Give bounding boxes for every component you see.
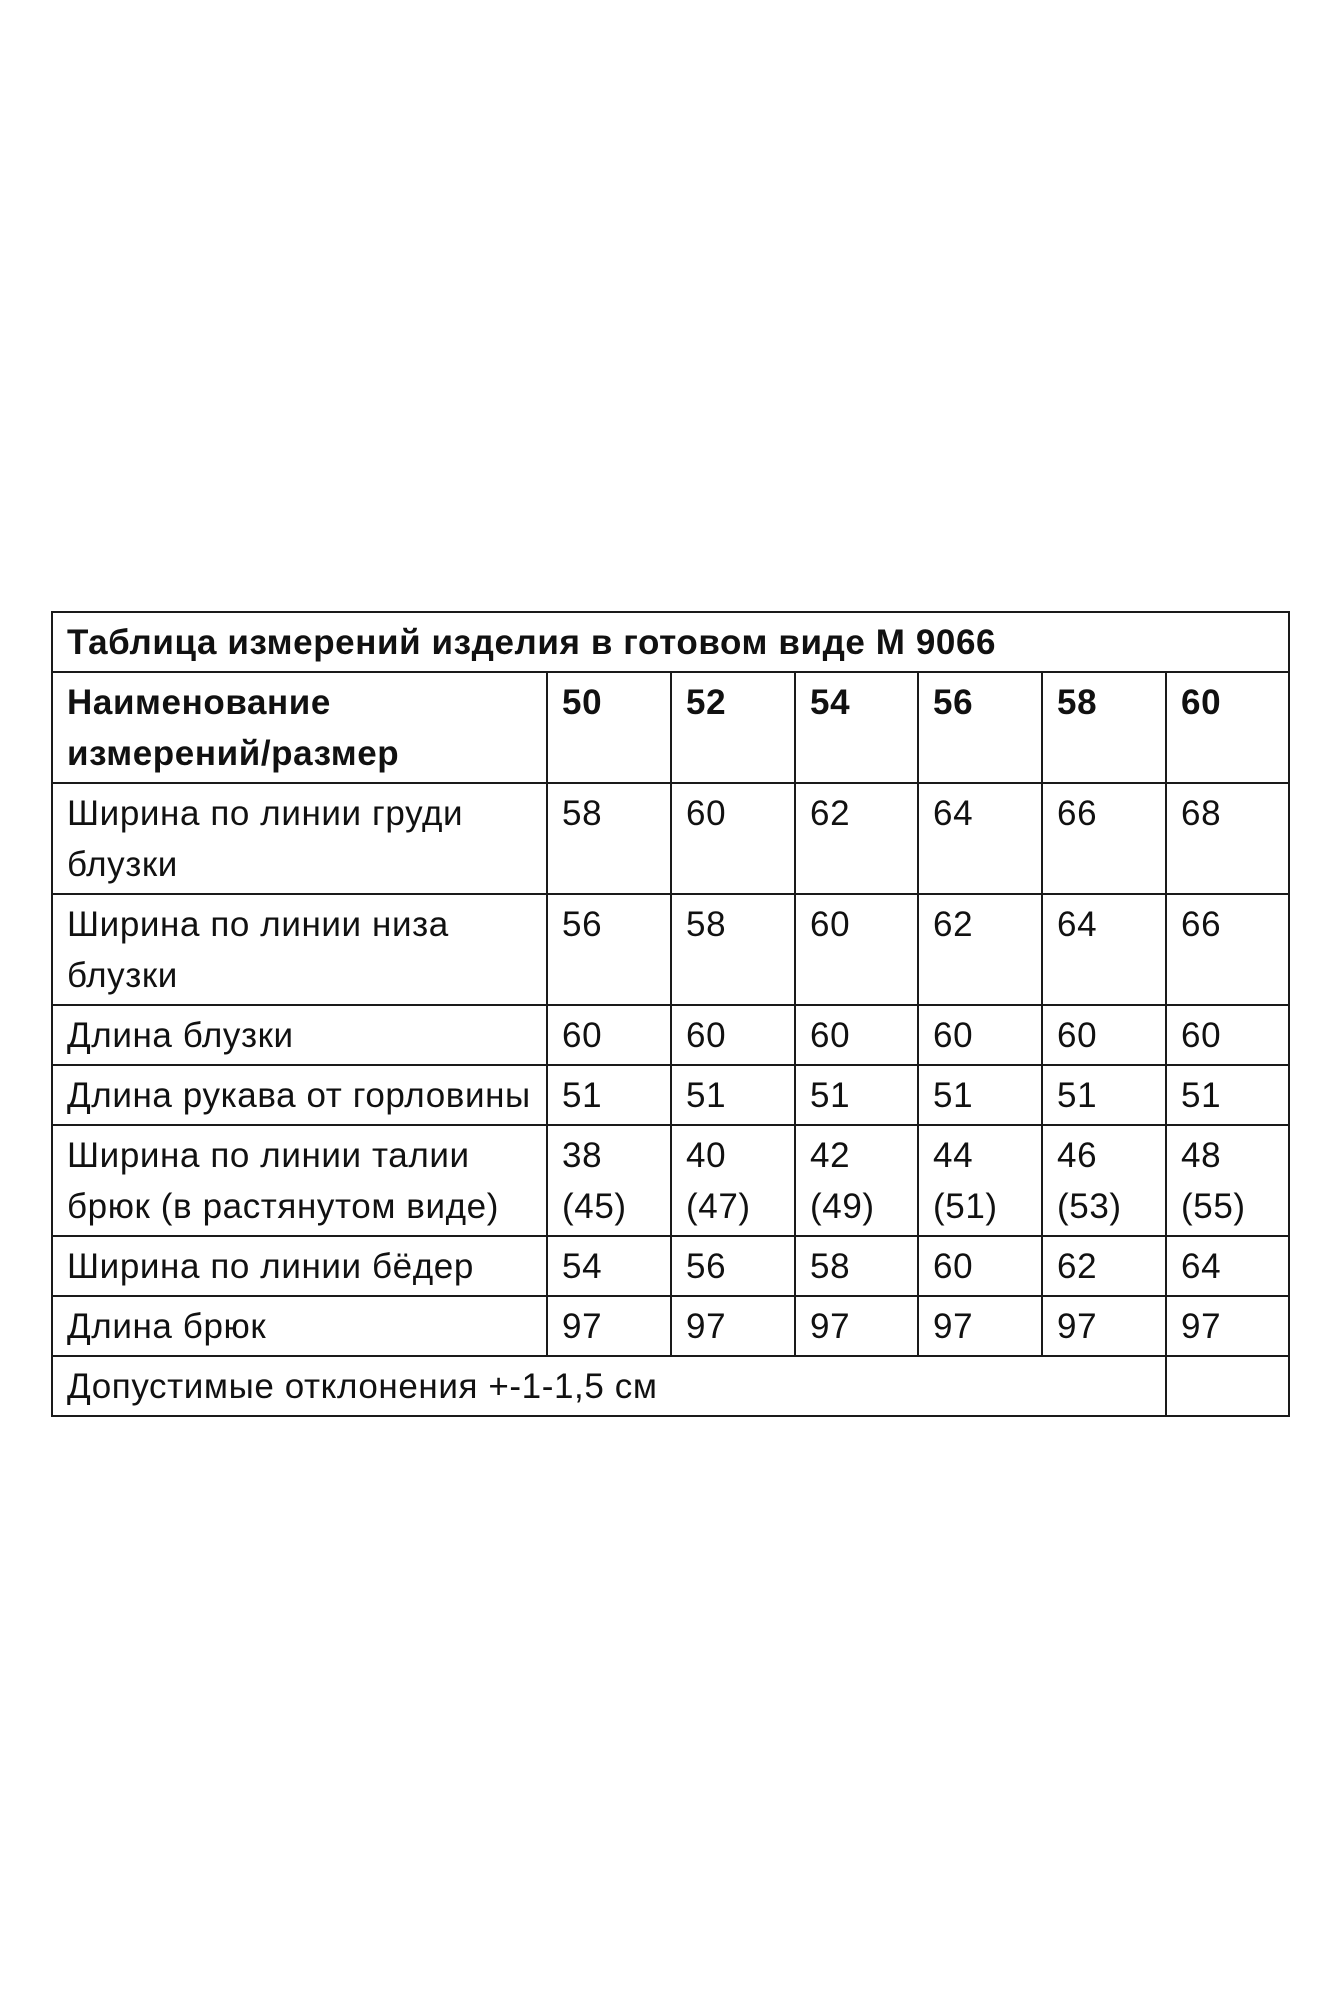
measurement-value: 54 [547, 1236, 671, 1296]
measurement-table [51, 611, 1290, 1417]
table-row [52, 1296, 1289, 1356]
table-row [52, 1125, 1289, 1236]
measurement-value: 56 [671, 1236, 795, 1296]
measurement-value: 97 [547, 1296, 671, 1356]
measurement-name: Длина рукава от горловины [52, 1065, 547, 1125]
measurement-value: 56 [547, 894, 671, 1005]
size-header: 50 [547, 672, 671, 783]
header-label: Наименование измерений/размер [52, 672, 547, 783]
measurement-value: 51 [795, 1065, 918, 1125]
measurement-value: 51 [1042, 1065, 1166, 1125]
measurement-value: 51 [1166, 1065, 1289, 1125]
measurement-value: 48 (55) [1166, 1125, 1289, 1236]
header-row [52, 672, 1289, 783]
measurement-value: 97 [918, 1296, 1042, 1356]
measurement-value: 60 [547, 1005, 671, 1065]
measurement-value: 60 [795, 1005, 918, 1065]
measurement-value: 60 [671, 1005, 795, 1065]
measurement-value: 64 [1166, 1236, 1289, 1296]
measurement-value: 58 [795, 1236, 918, 1296]
measurement-value: 46 (53) [1042, 1125, 1166, 1236]
measurement-value: 42 (49) [795, 1125, 918, 1236]
measurement-value: 38 (45) [547, 1125, 671, 1236]
measurement-value: 66 [1166, 894, 1289, 1005]
measurement-value: 60 [795, 894, 918, 1005]
measurement-name: Ширина по линии груди блузки [52, 783, 547, 894]
measurement-value: 97 [1042, 1296, 1166, 1356]
size-header: 54 [795, 672, 918, 783]
size-header: 52 [671, 672, 795, 783]
measurement-value: 44 (51) [918, 1125, 1042, 1236]
measurement-value: 58 [547, 783, 671, 894]
measurement-value: 97 [795, 1296, 918, 1356]
measurement-value: 62 [795, 783, 918, 894]
measurement-value: 60 [1042, 1005, 1166, 1065]
measurement-value: 60 [918, 1236, 1042, 1296]
measurement-name: Длина брюк [52, 1296, 547, 1356]
measurement-value: 64 [918, 783, 1042, 894]
title-row [52, 612, 1289, 672]
measurement-value: 66 [1042, 783, 1166, 894]
table-title: Таблица измерений изделия в готовом виде М 9066 [52, 612, 1289, 672]
table-row [52, 783, 1289, 894]
measurement-value: 68 [1166, 783, 1289, 894]
measurement-value: 40 (47) [671, 1125, 795, 1236]
measurement-value: 51 [918, 1065, 1042, 1125]
table-row [52, 1005, 1289, 1065]
measurement-value: 97 [671, 1296, 795, 1356]
measurement-value: 97 [1166, 1296, 1289, 1356]
measurement-name: Ширина по линии низа блузки [52, 894, 547, 1005]
table-row [52, 894, 1289, 1005]
table-row [52, 1236, 1289, 1296]
measurement-value: 60 [671, 783, 795, 894]
measurement-name: Ширина по линии бёдер [52, 1236, 547, 1296]
measurement-value: 62 [1042, 1236, 1166, 1296]
measurement-value: 58 [671, 894, 795, 1005]
tolerance-note: Допустимые отклонения +-1-1,5 см [52, 1356, 1166, 1416]
measurement-value: 51 [671, 1065, 795, 1125]
empty-cell [1166, 1356, 1289, 1416]
measurement-sheet [51, 611, 1288, 1417]
table-row [52, 1065, 1289, 1125]
measurement-value: 60 [918, 1005, 1042, 1065]
measurement-value: 60 [1166, 1005, 1289, 1065]
footnote-row [52, 1356, 1289, 1416]
size-header: 60 [1166, 672, 1289, 783]
measurement-name: Ширина по линии талии брюк (в растянутом виде) [52, 1125, 547, 1236]
measurement-value: 62 [918, 894, 1042, 1005]
measurement-value: 64 [1042, 894, 1166, 1005]
size-header: 56 [918, 672, 1042, 783]
measurement-name: Длина блузки [52, 1005, 547, 1065]
size-header: 58 [1042, 672, 1166, 783]
measurement-value: 51 [547, 1065, 671, 1125]
